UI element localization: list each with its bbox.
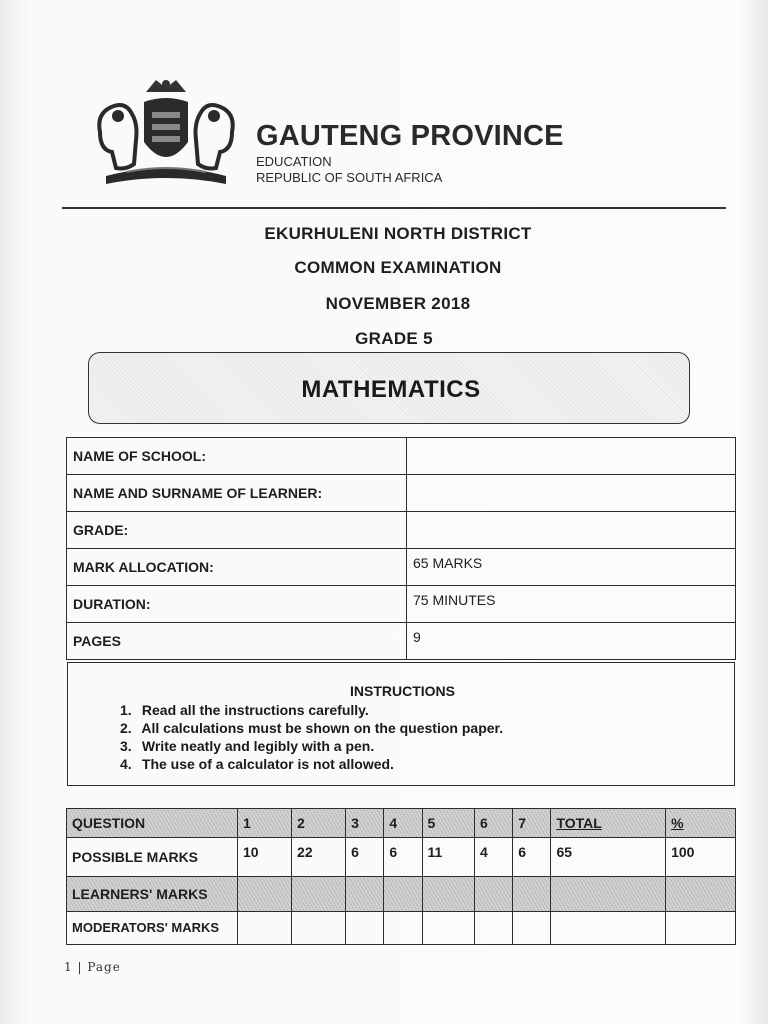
mark-entry-cell[interactable] (666, 912, 736, 945)
page-label: | Page (77, 960, 121, 974)
mark-entry-cell[interactable] (551, 877, 666, 912)
district-title: EKURHULENI NORTH DISTRICT (264, 224, 532, 243)
country-label: REPUBLIC OF SOUTH AFRICA (256, 170, 443, 185)
mark-entry-cell[interactable] (475, 912, 513, 945)
mark-entry-cell[interactable] (422, 877, 474, 912)
list-item (120, 755, 503, 773)
instructions-box (67, 662, 735, 786)
table-row (67, 809, 736, 838)
page-footer (64, 960, 121, 974)
header-cell: 1 (238, 809, 292, 838)
page-number: 1 (64, 960, 73, 974)
item-text: The use of a calculator is not allowed. (141, 756, 394, 772)
mark-entry-cell[interactable] (513, 912, 551, 945)
item-number: 3. (120, 738, 132, 754)
item-text: All calculations must be shown on the question paper. (141, 720, 504, 736)
mark-entry-cell[interactable] (551, 912, 666, 945)
row-label: LEARNERS' MARKS (67, 877, 238, 912)
info-label: MARK ALLOCATION: (67, 549, 407, 586)
item-number: 2. (120, 720, 132, 736)
header-cell: 2 (292, 809, 346, 838)
school-name-field[interactable] (407, 438, 736, 475)
table-cell: 11 (422, 838, 474, 877)
row-label: POSSIBLE MARKS (67, 838, 238, 877)
info-label: PAGES (67, 623, 407, 660)
table-row (67, 512, 736, 549)
table-row (67, 912, 736, 945)
header-cell: 4 (384, 809, 422, 838)
list-item (120, 737, 503, 755)
department-label: EDUCATION (256, 154, 332, 169)
row-label: MODERATORS' MARKS (67, 912, 238, 945)
learner-info-table (66, 437, 736, 660)
grade-title: GRADE 5 (355, 329, 433, 348)
info-label: NAME AND SURNAME OF LEARNER: (67, 475, 407, 512)
marks-table (66, 808, 736, 945)
subject-title: MATHEMATICS (301, 376, 481, 403)
table-cell: 22 (292, 838, 346, 877)
mark-entry-cell[interactable] (238, 877, 292, 912)
mark-entry-cell[interactable] (384, 912, 422, 945)
header-cell: QUESTION (67, 809, 238, 838)
mark-entry-cell[interactable] (238, 912, 292, 945)
table-cell: 6 (384, 838, 422, 877)
province-title: GAUTENG PROVINCE (256, 120, 564, 152)
header-cell: 7 (513, 809, 551, 838)
header-cell: 3 (346, 809, 384, 838)
table-row (67, 475, 736, 512)
table-cell: 10 (238, 838, 292, 877)
header-cell: % (666, 809, 736, 838)
instructions-list (120, 701, 503, 773)
coat-of-arms-logo (86, 72, 246, 194)
table-cell: 65 (551, 838, 666, 877)
grade-field[interactable] (407, 512, 736, 549)
info-label: DURATION: (67, 586, 407, 623)
mark-entry-cell[interactable] (346, 912, 384, 945)
table-row (67, 838, 736, 877)
mark-entry-cell[interactable] (422, 912, 474, 945)
table-row (67, 877, 736, 912)
table-cell: 6 (513, 838, 551, 877)
header-divider (62, 207, 726, 209)
pages-value: 9 (407, 623, 736, 660)
instructions-title: INSTRUCTIONS (350, 683, 455, 699)
exam-date: NOVEMBER 2018 (325, 294, 471, 313)
info-label: GRADE: (67, 512, 407, 549)
info-label: NAME OF SCHOOL: (67, 438, 407, 475)
list-item (120, 701, 503, 719)
exam-title: COMMON EXAMINATION (294, 258, 502, 277)
learner-name-field[interactable] (407, 475, 736, 512)
header-cell: 5 (422, 809, 474, 838)
mark-entry-cell[interactable] (513, 877, 551, 912)
mark-entry-cell[interactable] (475, 877, 513, 912)
table-row (67, 623, 736, 660)
duration-value: 75 MINUTES (407, 586, 736, 623)
mark-entry-cell[interactable] (346, 877, 384, 912)
table-cell: 4 (475, 838, 513, 877)
mark-entry-cell[interactable] (384, 877, 422, 912)
item-text: Read all the instructions carefully. (141, 702, 369, 718)
item-number: 4. (120, 756, 132, 772)
item-text: Write neatly and legibly with a pen. (141, 738, 375, 754)
table-row (67, 586, 736, 623)
mark-entry-cell[interactable] (666, 877, 736, 912)
list-item (120, 719, 503, 737)
department-block (256, 154, 442, 186)
table-cell: 6 (346, 838, 384, 877)
item-number: 1. (120, 702, 132, 718)
table-row (67, 549, 736, 586)
table-cell: 100 (666, 838, 736, 877)
header-cell: 6 (475, 809, 513, 838)
mark-allocation-value: 65 MARKS (407, 549, 736, 586)
mark-entry-cell[interactable] (292, 912, 346, 945)
table-row (67, 438, 736, 475)
mark-entry-cell[interactable] (292, 877, 346, 912)
header-cell: TOTAL (551, 809, 666, 838)
